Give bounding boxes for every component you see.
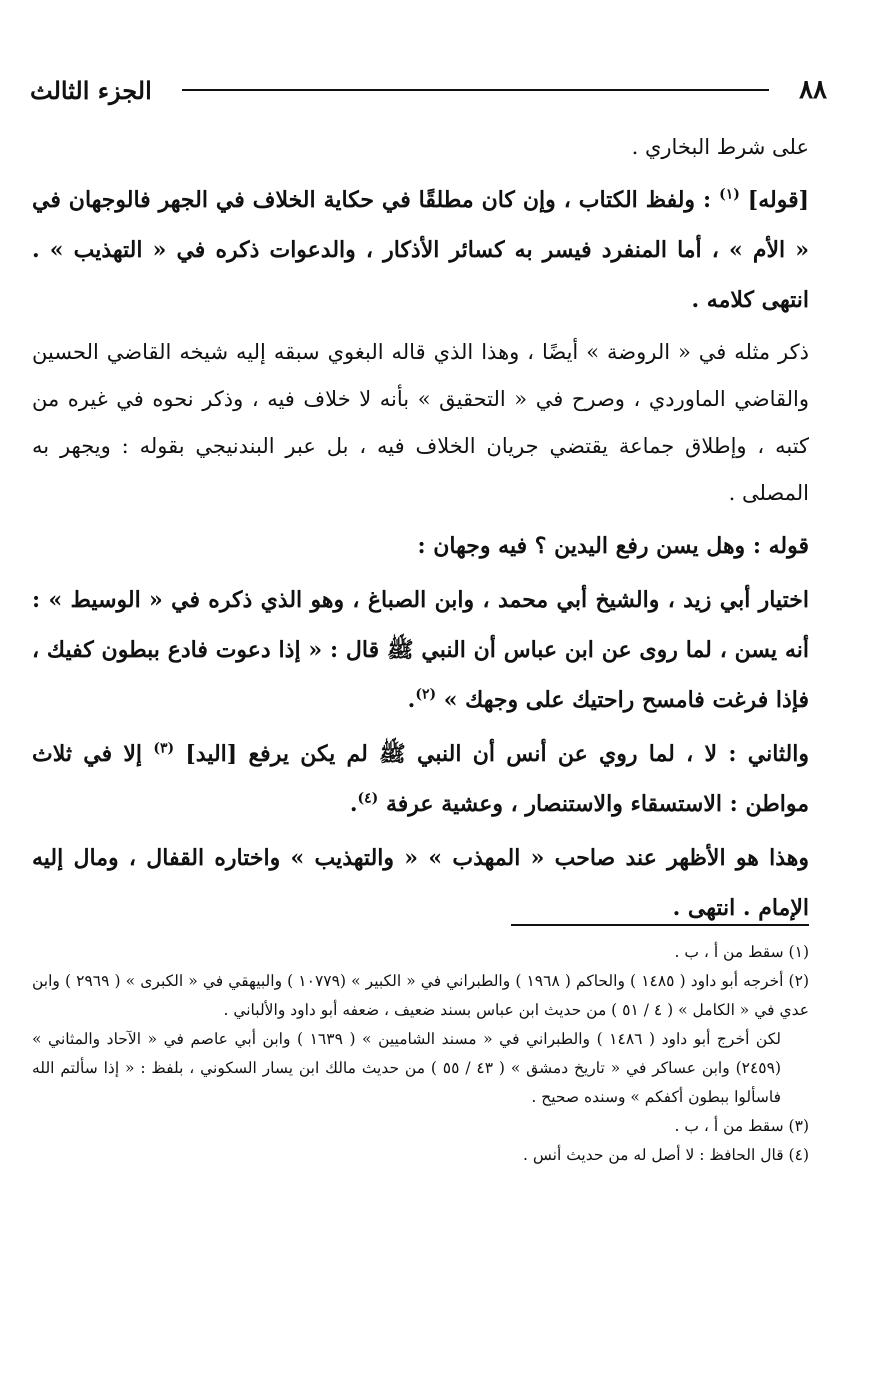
page-number: ٨٨ [799, 75, 827, 105]
paragraph-2: [قوله] $^{(١)}$ : ولفظ الكتاب ، وإن كان مطلقًا في حكاية الخلاف في الجهر فالوجهان في « الأم » ، أما المنفرد فيسر به كسائر الأذكار ، والدعوات ذكره في « التهذيب » . انتهى كلامه . [32, 186, 809, 313]
paragraph-5: اختيار أبي زيد ، والشيخ أبي محمد ، وابن الصباغ ، وهو الذي ذكره في « الوسيط » : أنه يسن ، لما روى عن ابن عباس أن النبي ﷺ قال : « إذا دعوت فادع ببطون كفيك ، فإذا فرغت فامسح راحتيك على وجهك » $^{(٢)}$. [32, 587, 809, 713]
paragraph-6: والثاني : لا ، لما روي عن أنس أن النبي ﷺ لم يكن يرفع [اليد] $^{(٣)}$ إلا في ثلاث مواطن : الاستسقاء والاستنصار ، وعشية عرفة $^{(٤)}$. [32, 740, 809, 817]
footnote-1: (١) سقط من أ ، ب . [674, 943, 809, 961]
header-rule [182, 89, 769, 91]
paragraph-1: على شرط البخاري . [631, 135, 809, 159]
footnote-2-continuation: لكن أخرج أبو داود ( ١٤٨٦ ) والطبراني في « مسند الشاميين » ( ١٦٣٩ ) وابن أبي عاصم في « الآحاد والمثاني » (٢٤٥٩) وابن عساكر في « تاريخ دمشق » ( ٤٣ / ٥٥ ) من حديث مالك ابن يسار السكوني ، بلفظ : « إذا سألتم الله فاسألوا ببطون أكفكم » وسنده صحيح . [32, 1030, 782, 1106]
running-title: الجزء الثالث [30, 75, 152, 105]
paragraph-7: وهذا هو الأظهر عند صاحب « المهذب » « والتهذيب » واختاره القفال ، ومال إليه الإمام . انتهى . [32, 845, 809, 921]
footnote-3: (٣) سقط من أ ، ب . [674, 1117, 809, 1135]
footnote-ref: (٤) [357, 790, 379, 807]
page-header [30, 70, 827, 110]
paragraph-4: قوله : وهل يسن رفع اليدين ؟ فيه وجهان : [417, 533, 809, 559]
footnote-2: (٢) أخرجه أبو داود ( ١٤٨٥ ) والحاكم ( ١٩٦٨ ) والطبراني في « الكبير » (١٠٧٧٩ ) والبيهقي في « الكبرى » ( ٢٩٦٩ ) وابن عدي في « الكامل » ( ٤ / ٥١ ) من حديث ابن عباس بسند ضعيف ، ضعفه أبو داود والألباني . [32, 972, 809, 1019]
paragraph-3: ذكر مثله في « الروضة » أيضًا ، وهذا الذي قاله البغوي سبقه إليه شيخه القاضي الحسين والقاضي الماوردي ، وصرح في « التحقيق » بأنه لا خلاف فيه ، وذكر نحوه في غيره من كتبه ، وإطلاق جماعة يقتضي جريان الخلاف فيه ، بل عبر البندنيجي بقوله : ويجهر به المصلى . [32, 340, 809, 505]
footnote-separator [511, 924, 809, 926]
footnotes [32, 938, 809, 1170]
footnote-4: (٤) قال الحافظ : لا أصل له من حديث أنس . [523, 1146, 809, 1164]
footnote-ref: (٣) [153, 740, 175, 757]
footnote-ref: (٢) [415, 686, 437, 703]
main-text [32, 124, 809, 937]
footnote-ref: (١) [719, 186, 740, 203]
